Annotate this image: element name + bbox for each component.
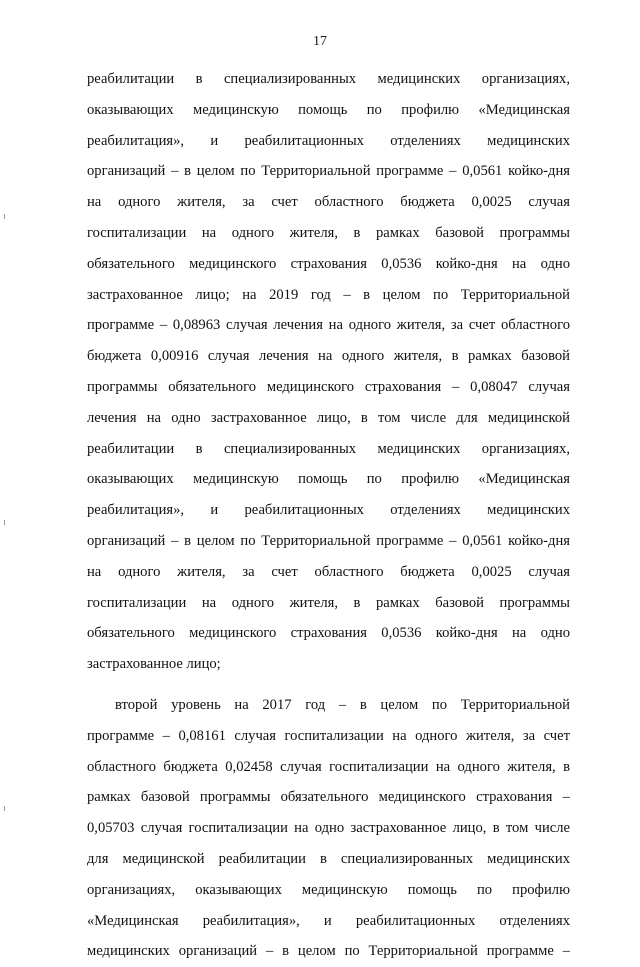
- text-line: обязательного медицинского страхования 0,0536 койко-дня на одно: [87, 255, 570, 272]
- text-line: для медицинской реабилитации в специализированных медицинских: [87, 850, 570, 867]
- text-line: медицинских организаций – в целом по Территориальной программе –: [87, 943, 570, 960]
- text-line: застрахованное лицо;: [87, 656, 221, 673]
- text-line: реабилитация», и реабилитационных отделениях медицинских: [87, 502, 570, 519]
- text-line: реабилитации в специализированных медицинских организациях,: [87, 71, 570, 87]
- text-line: реабилитация», и реабилитационных отделениях медицинских: [87, 132, 570, 149]
- text-line: программе – 0,08963 случая лечения на одного жителя, за счет областного: [87, 317, 570, 334]
- text-line: организаций – в целом по Территориальной программе – 0,0561 койко-дня: [87, 532, 570, 549]
- text-line: бюджета 0,00916 случая лечения на одного жителя, в рамках базовой: [87, 348, 570, 365]
- text-line: лечения на одно застрахованное лицо, в том числе для медицинской: [87, 409, 570, 426]
- scan-margin-mark: [4, 214, 5, 219]
- text-line: оказывающих медицинскую помощь по профилю «Медицинская: [87, 101, 570, 118]
- text-line: застрахованное лицо; на 2019 год – в целом по Территориальной: [87, 286, 570, 303]
- page-number: 17: [313, 34, 327, 49]
- text-line: реабилитации в специализированных медицинских организациях,: [87, 440, 570, 457]
- paragraph-gap: [87, 680, 570, 690]
- text-line: 0,05703 случая госпитализации на одно застрахованное лицо, в том числе: [87, 820, 570, 837]
- text-line: госпитализации на одного жителя, в рамках базовой программы: [87, 594, 570, 611]
- text-line: оказывающих медицинскую помощь по профилю «Медицинская: [87, 471, 570, 488]
- text-line: организациях, оказывающих медицинскую помощь по профилю: [87, 881, 570, 898]
- text-line: на одного жителя, за счет областного бюджета 0,0025 случая: [87, 194, 570, 211]
- scan-margin-mark: [4, 806, 5, 811]
- text-line: госпитализации на одного жителя, в рамках базовой программы: [87, 224, 570, 241]
- paragraph-1: [87, 64, 570, 680]
- scan-margin-mark: [4, 520, 5, 525]
- text-line: программе – 0,08161 случая госпитализации на одного жителя, за счет: [87, 727, 570, 744]
- text-line: организаций – в целом по Территориальной программе – 0,0561 койко-дня: [87, 163, 570, 180]
- text-line: программы обязательного медицинского страхования – 0,08047 случая: [87, 378, 570, 395]
- text-line: второй уровень на 2017 год – в целом по Территориальной: [115, 696, 570, 713]
- text-line: рамках базовой программы обязательного медицинского страхования –: [87, 789, 570, 806]
- text-line: обязательного медицинского страхования 0,0536 койко-дня на одно: [87, 625, 570, 642]
- text-line: областного бюджета 0,02458 случая госпитализации на одного жителя, в: [87, 758, 570, 775]
- text-line: на одного жителя, за счет областного бюджета 0,0025 случая: [87, 563, 570, 580]
- text-line: «Медицинская реабилитация», и реабилитационных отделениях: [87, 912, 570, 929]
- paragraph-2: [87, 690, 570, 967]
- document-body: [87, 64, 570, 967]
